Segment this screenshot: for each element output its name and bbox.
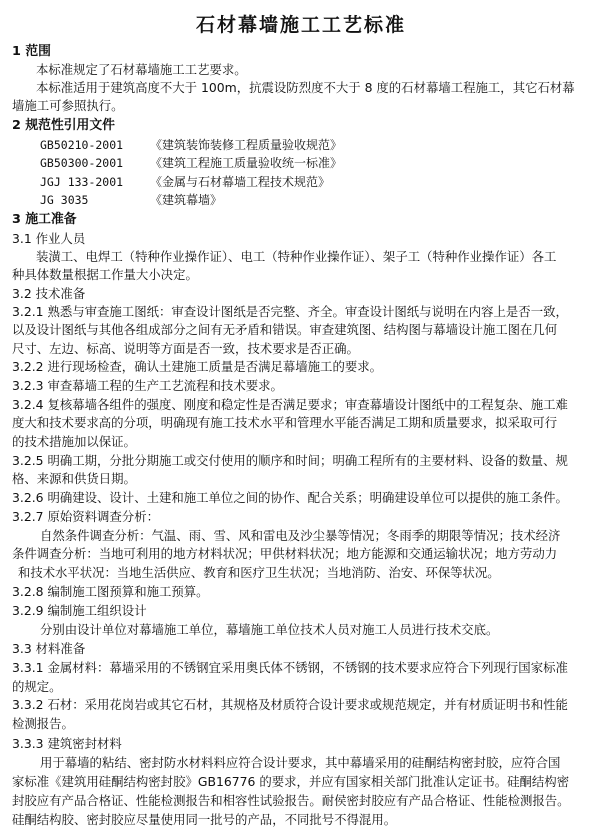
paragraph: 3.3.2 石材：采用花岗岩或其它石材，其规格及材质符合设计要求或规范规定，并有材质证明书和性能 [12, 697, 568, 712]
paragraph: 3.3.3 建筑密封材料 [12, 736, 122, 751]
paragraph: 尺寸、左边、标高、说明等方面是否一致，技术要求是否正确。 [12, 341, 359, 356]
reference-code: JG 3035 [40, 193, 89, 207]
reference-code: GB50210-2001 [40, 138, 124, 152]
subsection-heading: 3.1 作业人员 [12, 231, 86, 246]
paragraph: 3.2.6 明确建设、设计、土建和施工单位之间的协作、配合关系；明确建设单位可以提供的施工条件。 [12, 490, 568, 505]
paragraph: 本标准规定了石材幕墙施工工艺要求。 [36, 62, 247, 77]
section-2-heading: 2 规范性引用文件 [12, 118, 115, 133]
paragraph: 3.2.3 审查幕墙工程的生产工艺流程和技术要求。 [12, 378, 283, 393]
paragraph: 条件调查分析：当地可利用的地方材料状况；甲供材料状况；地方能源和交通运输状况；地方劳动力 [12, 546, 558, 561]
subsection-heading: 3.3 材料准备 [12, 641, 86, 656]
reference-name: 《建筑幕墙》 [150, 193, 223, 207]
section-1-heading: 1 范围 [12, 44, 51, 59]
reference-code: GB50300-2001 [40, 156, 124, 170]
paragraph: 用于幕墙的粘结、密封防水材料料应符合设计要求，其中幕墙采用的硅酮结构密封胶，应符合国 [40, 755, 561, 770]
paragraph: 格、来源和供货日期。 [12, 471, 136, 486]
reference-name: 《建筑工程施工质量验收统一标准》 [150, 156, 343, 170]
reference-name: 《建筑装饰装修工程质量验收规范》 [150, 138, 343, 152]
paragraph: 种具体数量根据工作量大小决定。 [12, 267, 198, 282]
paragraph: 家标准《建筑用硅酮结构密封胶》GB16776 的要求，并应有国家相关部门批准认定证书。硅酮结构密 [12, 774, 570, 789]
paragraph: 3.3.1 金属材料：幕墙采用的不锈钢宜采用奥氏体不锈钢，不锈钢的技术要求应符合下列现行国家标准 [12, 660, 568, 675]
page-title: 石材幕墙施工工艺标准 [195, 14, 406, 36]
reference-code: JGJ 133-2001 [40, 175, 124, 189]
paragraph: 3.2.8 编制施工图预算和施工预算。 [12, 584, 209, 599]
reference-name: 《金属与石材幕墙工程技术规范》 [150, 175, 331, 189]
paragraph: 3.2.1 熟悉与审查施工图纸：审查设计图纸是否完整、齐全。审查设计图纸与说明在内容上是否一致， [12, 304, 568, 319]
paragraph: 本标准适用于建筑高度不大于 100m，抗震设防烈度不大于 8 度的石材幕墙工程施工，其它石材幕 [36, 80, 575, 95]
paragraph: 分别由设计单位对幕墙施工单位，幕墙施工单位技术人员对施工人员进行技术交底。 [40, 622, 499, 637]
paragraph: 3.2.9 编制施工组织设计 [12, 603, 147, 618]
paragraph: 3.2.4 复核幕墙各组件的强度、刚度和稳定性是否满足要求；审查幕墙设计图纸中的工程复杂、施工难 [12, 397, 568, 412]
paragraph: 3.2.2 进行现场检查，确认土建施工质量是否满足幕墙施工的要求。 [12, 359, 383, 374]
paragraph: 装潢工、电焊工（特种作业操作证）、电工（特种作业操作证）、架子工（特种作业操作证）各工 [36, 249, 557, 264]
paragraph: 自然条件调查分析：气温、雨、雪、风和雷电及沙尘暴等情况；冬雨季的期限等情况；技术经济 [40, 528, 561, 543]
paragraph: 3.2.5 明确工期，分批分期施工或交付使用的顺序和时间；明确工程所有的主要材料、设备的数量、规 [12, 453, 568, 468]
subsection-heading: 3.2 技术准备 [12, 286, 86, 301]
paragraph: 以及设计图纸与其他各组成部分之间有无矛盾和错误。审查建筑图、结构图与幕墙设计施工图在几何 [12, 322, 558, 337]
paragraph: 的技术措施加以保证。 [12, 434, 136, 449]
paragraph: 封胶应有产品合格证、性能检测报告和相容性试验报告。耐侯密封胶应有产品合格证、性能检测报告。 [12, 793, 570, 808]
paragraph: 和技术水平状况：当地生活供应、教育和医疗卫生状况；当地消防、治安、环保等状况。 [18, 565, 500, 580]
paragraph: 硅酮结构胶、密封胶应尽量使用同一批号的产品，不同批号不得混用。 [12, 812, 397, 827]
paragraph: 3.2.7 原始资料调查分析： [12, 509, 159, 524]
paragraph: 的规定。 [12, 679, 62, 694]
paragraph: 度大和技术要求高的分项，明确现有施工技术水平和管理水平能否满足工期和质量要求，拟采取可行 [12, 415, 558, 430]
paragraph: 墙施工可参照执行。 [12, 98, 124, 113]
paragraph: 检测报告。 [12, 716, 74, 731]
section-3-heading: 3 施工准备 [12, 212, 77, 227]
